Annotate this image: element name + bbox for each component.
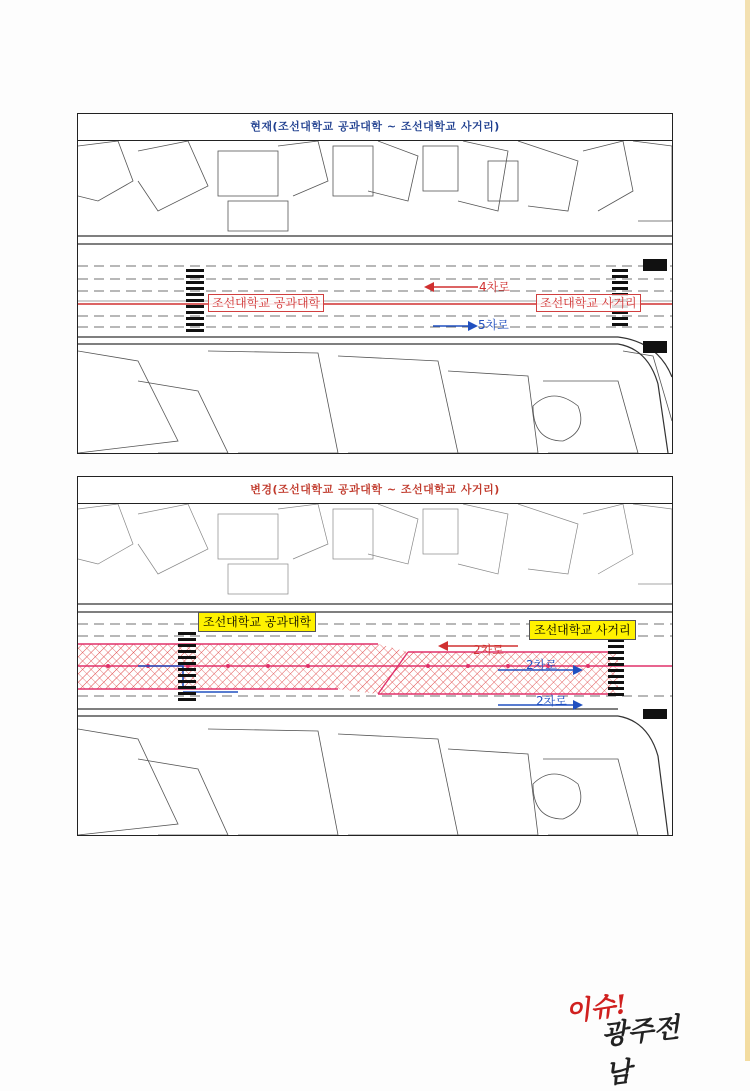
lane-count-lower: 2차로 xyxy=(536,694,567,708)
label-engineering-college: 조선대학교 공과대학 xyxy=(208,294,324,312)
label-engineering-college: 조선대학교 공과대학 xyxy=(198,612,316,632)
lane-count-middle: 2차로 xyxy=(526,658,557,672)
panel-changed-title: 변경(조선대학교 공과대학 ~ 조선대학교 사거리) xyxy=(78,477,672,504)
lane-count-upper: 4차로 xyxy=(479,280,510,294)
panel-current-title: 현재(조선대학교 공과대학 ~ 조선대학교 사거리) xyxy=(78,114,672,141)
label-crossroads: 조선대학교 사거리 xyxy=(536,294,641,312)
panel-current xyxy=(77,113,673,454)
lane-count-upper: 2차로 xyxy=(473,643,504,657)
road-plan-changed xyxy=(78,504,672,835)
logo-line2: 광주전남 xyxy=(599,1012,681,1091)
page-edge xyxy=(745,0,750,1061)
label-crossroads: 조선대학교 사거리 xyxy=(529,620,636,640)
issue-gwangju-jeonnam-logo xyxy=(563,988,705,1091)
panel-changed xyxy=(77,476,673,836)
lane-count-lower: 5차로 xyxy=(478,318,509,332)
logo-line1: 이슈! xyxy=(563,989,629,1029)
